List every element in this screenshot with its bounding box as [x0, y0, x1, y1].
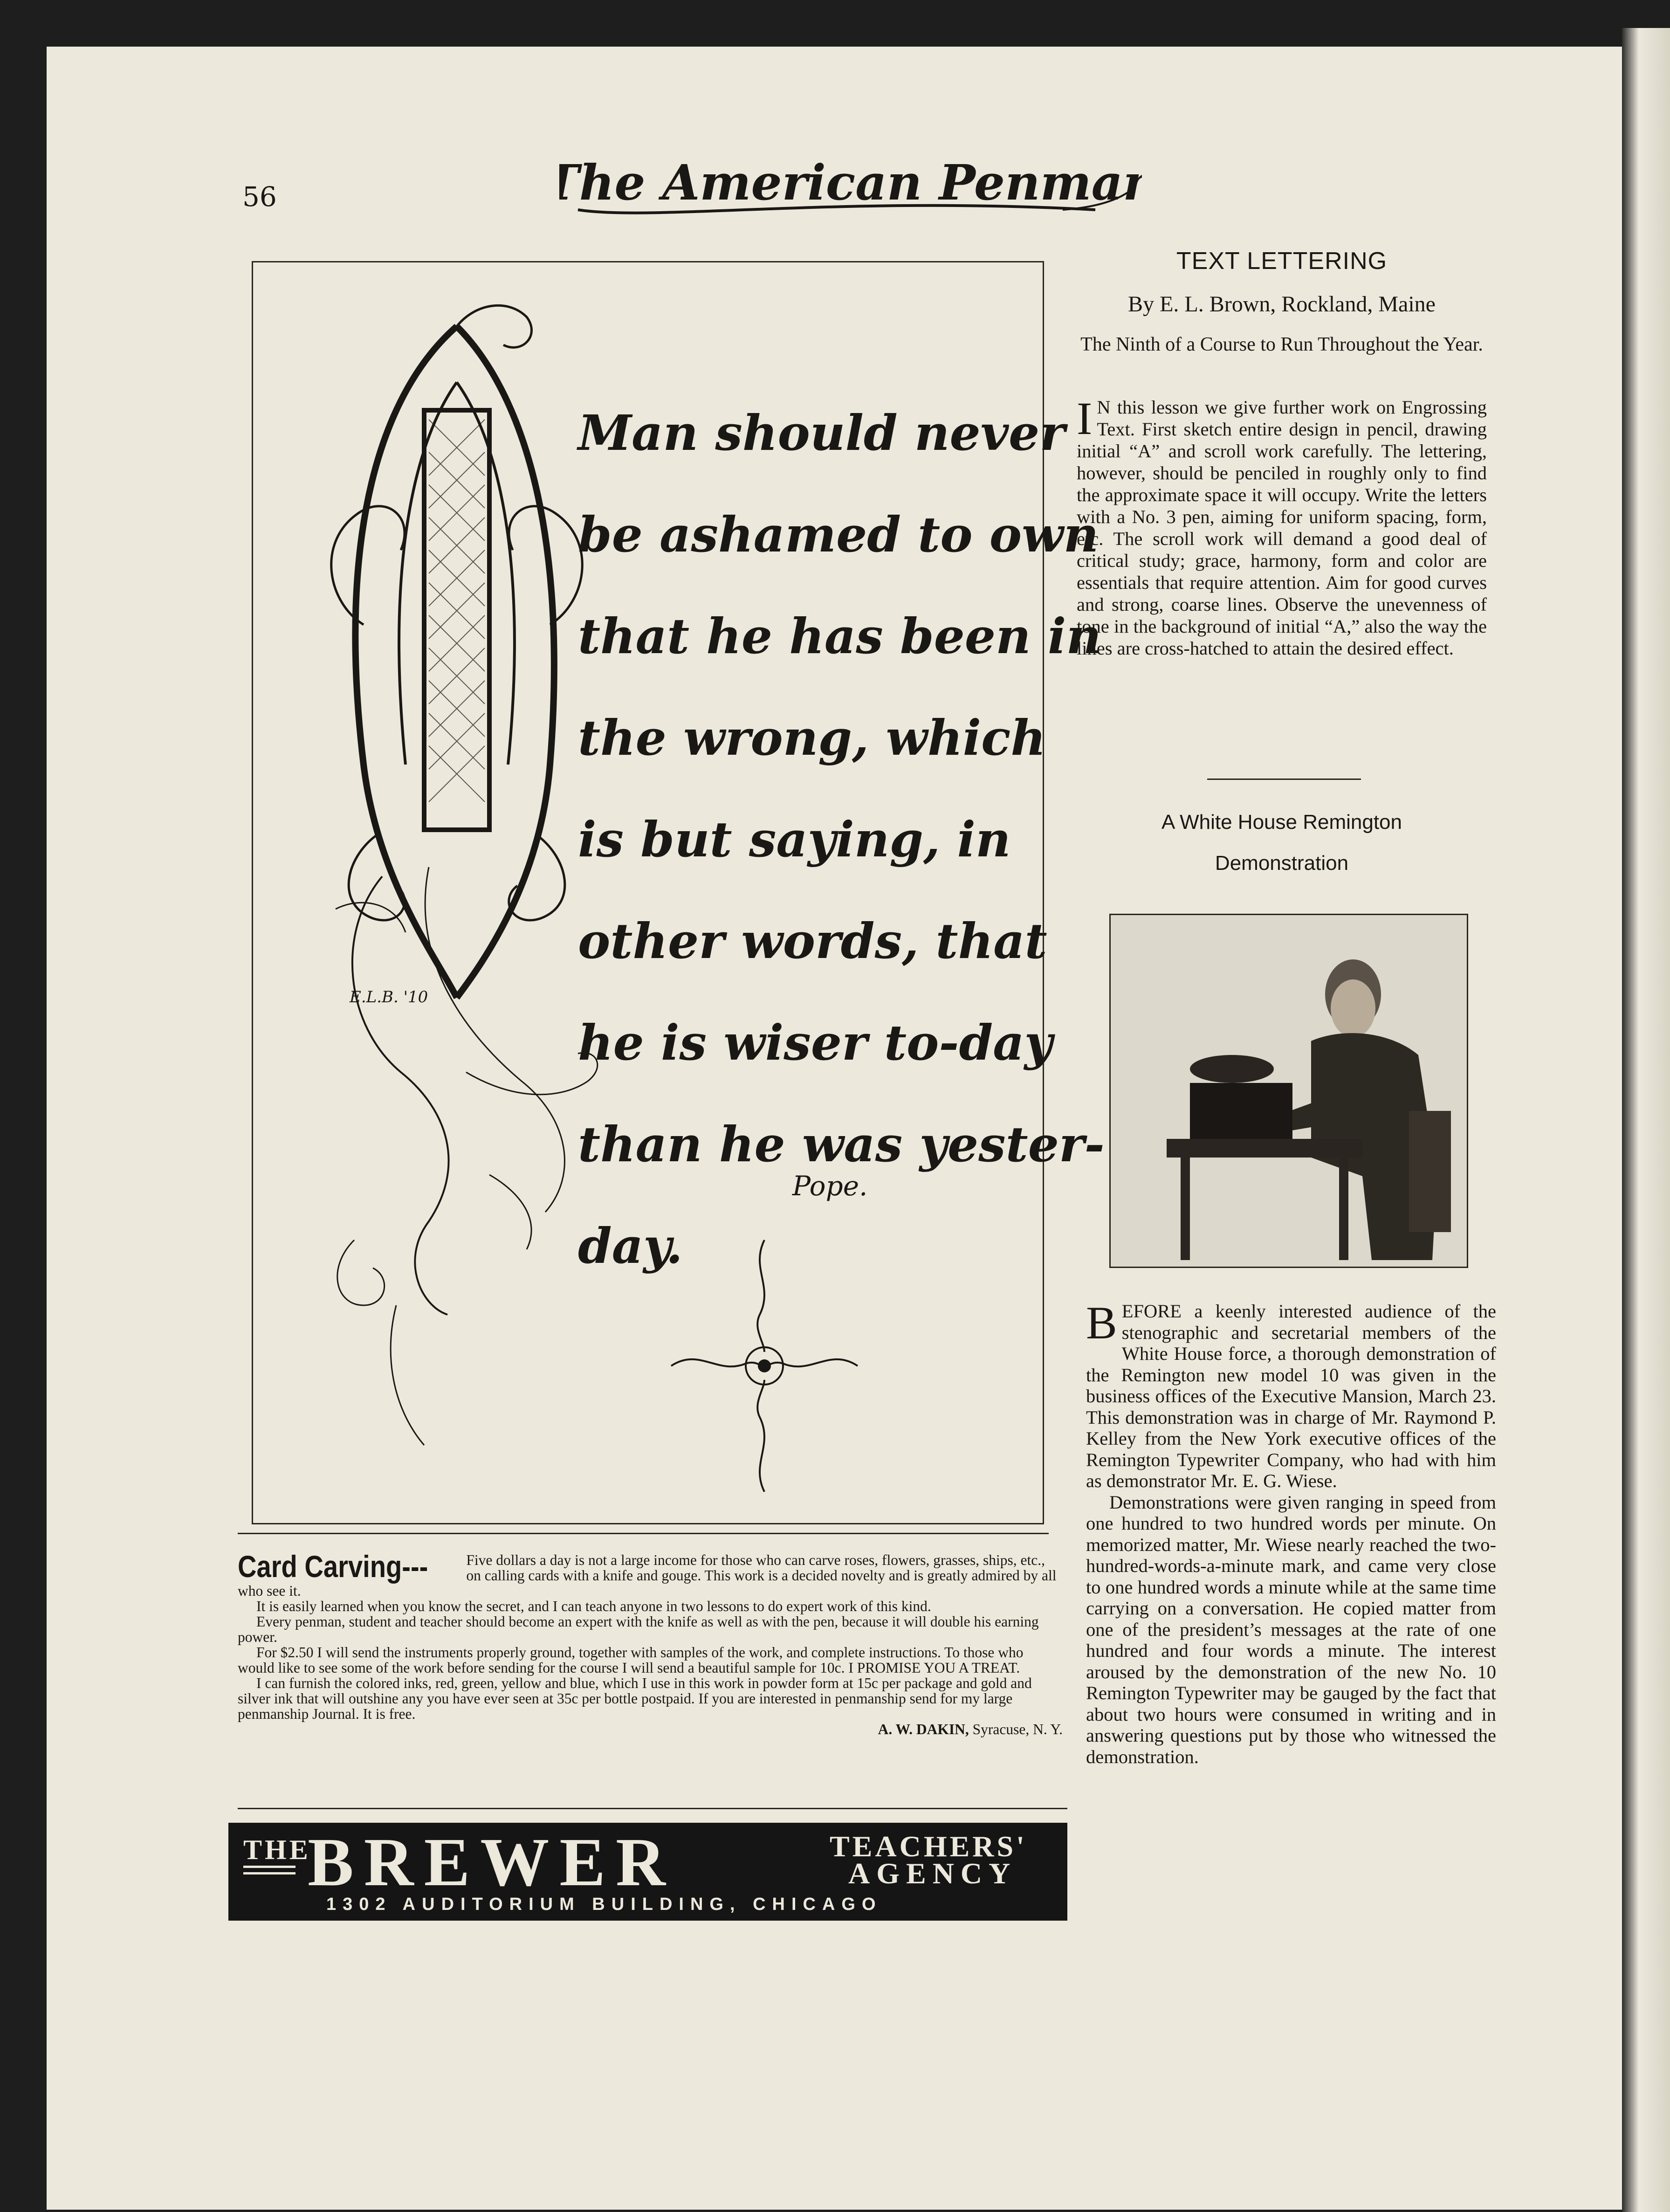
brewer-teachers: TEACHERS' — [830, 1830, 1027, 1863]
ad-bottom-rule — [238, 1808, 1067, 1809]
calligraphy-line: than he was yester- — [578, 1116, 1105, 1173]
page-number: 56 — [242, 181, 277, 213]
ad-heading: Card Carving--- — [238, 1549, 428, 1584]
paragraph: BEFORE a keenly interested audience of the stenographic and secretarial members of the White House force, a thorough demonstration of the Remington new model 10 was given in the business offices of the Executive Mansion, March 23. This demonstration was in charge of Mr. Raymond P. Kelley from the New York executive offices of the Remington Typewriter Company, who had with him as demonstrator Mr. E. G. Wiese. — [1086, 1297, 1496, 1491]
drop-cap: B — [1086, 1297, 1117, 1349]
brewer-name: BREWER — [308, 1824, 676, 1901]
article-body-text: N this lesson we give further work on Engrossing Text. First sketch entire design in pencil, drawing initial “A” and scroll work carefully. The lettering, however, should be penciled in roughly only to find the approximate space it will occupy. Write the letters with a No. 3 pen, aiming for uniform spacing, form, etc. The scroll work will demand a good deal of critical study; grace, harmony, form and color are essentials that require attention. Aim for good curves and strong, coarse lines. Observe the unevenness of tone in the background of initial “A,” also the way the lines are cross-hatched to attain the desired effect. — [1077, 397, 1487, 659]
calligraphy-line: be ashamed to own — [578, 506, 1099, 563]
drop-cap: I — [1077, 393, 1093, 444]
brewer-agency: AGENCY — [848, 1857, 1017, 1890]
calligraphy-line: other words, that — [578, 912, 1047, 970]
brewer-rule — [243, 1872, 296, 1874]
monogram: E.L.B. '10 — [350, 988, 428, 1006]
article-heading-line: A White House Remington — [1161, 811, 1402, 834]
brewer-agency-ad — [228, 1823, 1067, 1921]
article-body — [1077, 393, 1487, 659]
brewer-the: THE — [243, 1834, 311, 1865]
calligraphy-line: day. — [578, 1217, 683, 1275]
article-title: TEXT LETTERING — [1176, 248, 1388, 275]
article-heading-line: Demonstration — [1215, 852, 1349, 875]
ad-signature — [238, 1722, 1063, 1737]
ad-paragraph: Every penman, student and teacher should become an expert with the knife as well as with the pen, because it will double his earning power. — [238, 1613, 1039, 1645]
card-carving-ad — [238, 1549, 1063, 1737]
brewer-rule — [243, 1866, 296, 1868]
ad-paragraph: For $2.50 I will send the instruments properly ground, together with samples of the work, and complete instructions. To those who would like to see some of the work before sending for the course I will send a beautiful sample for 10c. I PROMISE YOU A TREAT. — [238, 1644, 1024, 1676]
article-byline: By E. L. Brown, Rockland, Maine — [1128, 292, 1436, 317]
calligraphy-line: Man should never — [578, 404, 1065, 462]
calligraphy-text — [578, 382, 1105, 1297]
article-subtitle: The Ninth of a Course to Run Throughout the Year. — [1080, 334, 1483, 355]
attribution: Pope. — [792, 1170, 868, 1202]
signature-place: Syracuse, N. Y. — [972, 1721, 1063, 1737]
ad-paragraph: It is easily learned when you know the secret, and I can teach anyone in two lessons to do expert work of this kind. — [256, 1598, 931, 1614]
calligraphy-line: he is wiser to-day — [578, 1014, 1053, 1071]
calligraphy-line: the wrong, which — [578, 709, 1046, 766]
photo-illustration — [1111, 915, 1467, 1267]
cross-ornament — [662, 1231, 867, 1501]
calligraphy-line: is but saying, in — [578, 811, 1011, 868]
masthead-ornament — [559, 140, 1142, 233]
page-edge — [1622, 28, 1670, 2212]
masthead — [559, 140, 1142, 233]
ad-paragraph: I can furnish the colored inks, red, green, yellow and blue, which I use in this work in powder form at 15c per package and gold and silver ink that will outshine any you have ever seen at 35c per bottle postpaid. If you are interested in penmanship send for my large penmanship Journal. It is free. — [238, 1675, 1032, 1722]
calligraphy-line: that he has been in — [578, 607, 1102, 665]
signature-name: A. W. DAKIN, — [878, 1721, 969, 1737]
section-divider — [1207, 779, 1361, 780]
brewer-address: 1302 AUDITORIUM BUILDING, CHICAGO — [326, 1895, 882, 1914]
ad-lead: Card Carving--- Five dollars a day is not a large income for those who can carve roses, flowers, grasses, ships, etc., on calling cards with a knife and gouge. This work is a decided novelty and is greatly admired by all who see it. — [238, 1549, 1057, 1599]
article-body — [1086, 1297, 1496, 1767]
typewriter-photo — [1109, 914, 1468, 1268]
ad-top-rule — [238, 1533, 1049, 1534]
masthead-title: The American Penman — [559, 154, 1142, 211]
paragraph: Demonstrations were given ranging in speed from one hundred to two hundred words per minute. On memorized matter, Mr. Wiese nearly reached the two-hundred-words-a-minute mark, and came very close to one hundred words a minute while at the same time carrying on a conversation. He copied matter from one of the president’s messages at the rate of one hundred and four words a minute. The interest aroused by the demonstration of the new No. 10 Remington Typewriter may be gauged by the fact that about two hours were consumed in writing and in answering questions put by those who witnessed the demonstration. — [1086, 1491, 1496, 1767]
article-heading — [1077, 802, 1487, 884]
